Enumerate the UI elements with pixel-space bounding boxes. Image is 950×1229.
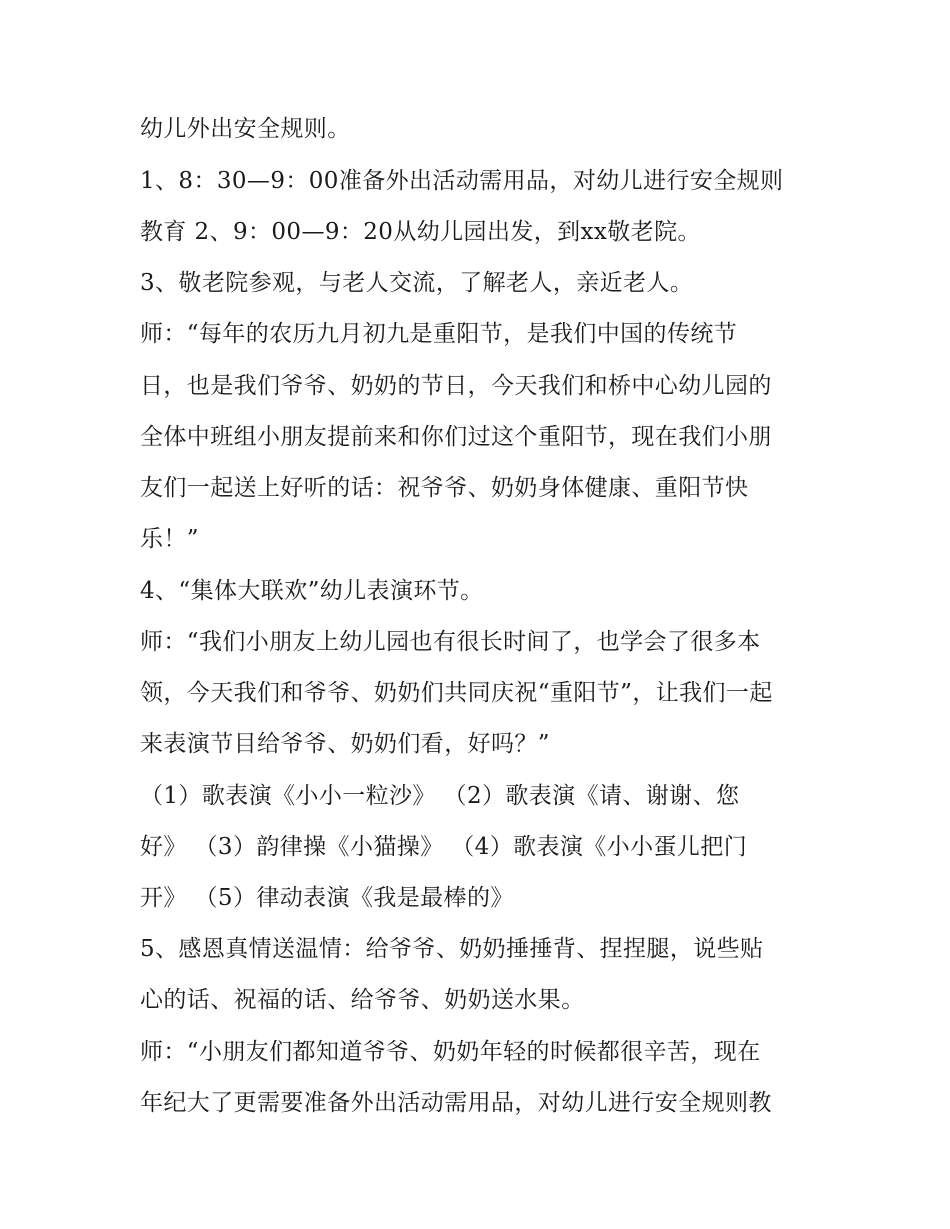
text-line: 师：“我们小朋友上幼儿园也有很长时间了，也学会了很多本 [140, 629, 761, 655]
text-line: 乐！” [140, 526, 199, 552]
text-line: 全体中班组小朋友提前来和你们过这个重阳节，现在我们小朋 [140, 424, 772, 450]
text-line: 心的话、祝福的话、给爷爷、奶奶送水果。 [140, 987, 585, 1013]
text-line: 日，也是我们爷爷、奶奶的节日，今天我们和桥中心幼儿园的 [140, 373, 772, 399]
text-line: 年纪大了更需要准备外出活动需用品，对幼儿进行安全规则教 [140, 1090, 772, 1116]
text-line: 4、“集体大联欢”幼儿表演环节。 [140, 578, 484, 604]
text-line: 3、敬老院参观，与老人交流，了解老人，亲近老人。 [140, 270, 694, 296]
text-line: 教育 2、9：00—9：20从幼儿园出发，到xx敬老院。 [140, 219, 701, 245]
text-line: 领，今天我们和爷爷、奶奶们共同庆祝“重阳节”，让我们一起 [140, 680, 773, 706]
text-line: 好》 （3）韵律操《小猫操》 （4）歌表演《小小蛋儿把门 [140, 834, 748, 860]
text-line: 5、感恩真情送温情：给爷爷、奶奶捶捶背、捏捏腿，说些贴 [140, 936, 764, 962]
text-line: 来表演节目给爷爷、奶奶们看，好吗？” [140, 731, 550, 757]
text-line: 师：“小朋友们都知道爷爷、奶奶年轻的时候都很辛苦，现在 [140, 1039, 761, 1065]
text-line: 友们一起送上好听的话：祝爷爷、奶奶身体健康、重阳节快 [140, 475, 749, 501]
text-line: 师：“每年的农历九月初九是重阳节，是我们中国的传统节 [140, 321, 738, 347]
text-line: 幼儿外出安全规则。 [140, 116, 351, 142]
text-line: 开》 （5）律动表演《我是最棒的》 [140, 885, 514, 911]
text-line: 1、8：30—9：00准备外出活动需用品，对幼儿进行安全规则 [140, 168, 784, 194]
text-line: （1）歌表演《小小一粒沙》 （2）歌表演《请、谢谢、您 [140, 783, 740, 809]
